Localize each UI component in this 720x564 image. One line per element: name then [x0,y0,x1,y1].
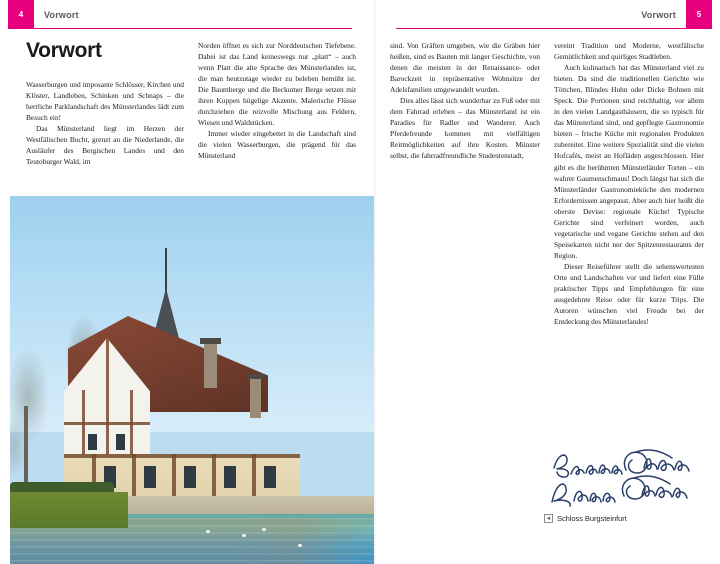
paragraph: Dies alles lässt sich wunderbar zu Fuß oder mit dem Fahrrad erleben – das Münsterland ist ein Paradies für Radler und Wanderer. Auch Pferdefreunde kommen mit vielfältigen Reitmöglichkeiten auf ihre Kosten. Münster selbst, die fahrradfreundliche Studentenstadt, [390,96,540,161]
right-text-columns [390,40,704,327]
paragraph: Wasserburgen und imposante Schlösser, Kirchen und Klöster, Landleben, Schinken und Schnaps – die herrliche Parklandschaft des Münsterlandes lädt zum Besuch ein! [26,80,184,123]
caption-arrow-icon: ◄ [545,516,552,522]
window [224,466,236,488]
right-column-4 [554,40,704,327]
chimney [204,342,217,388]
right-header-rule [396,28,686,29]
paragraph: Norden öffnet es sich zur Norddeutschen Tiefebene. Dabei ist das Land keineswegs nur „platt“ – auch wenn Platt die alte Sprache des Münsterlandes ist, die man heutzutage wieder zu beleben bemüht ist. Die Baumberge und die Beckumer Berge setzen mit ihren Kuppen hügelige Akzente. Malerische Flüsse durchziehen die reizvolle Mischung aus Feldern, Wiesen und Waldstücken. [198,41,356,128]
waterfowl-icon [206,530,210,533]
spire-mast [165,248,167,292]
castle-photo [10,196,374,564]
right-column-3 [390,40,540,327]
paragraph: sind. Von Gräften umgeben, wie die Gräben hier heißen, sind es Bauten mit langer Geschichte, von denen die meisten in der Renaissance- oder Barockzeit in repräsentative Wohnsitze der Adelsfamilien umgewandelt wurden. [390,41,540,95]
window [264,466,276,488]
left-column-2 [198,40,356,167]
right-running-head [390,0,720,29]
chimney-cap [247,374,265,379]
paragraph: Das Münsterland liegt im Herzen der Westfälischen Bucht, grenzt an die Niederlande, die Ausläufer des Bergischen Landes und den Teutoburger Wald, im [26,124,184,167]
author-signature [548,446,698,508]
chimney [250,378,261,418]
waterfowl-icon [298,544,302,547]
right-running-head-label: Vorwort [641,9,676,20]
window [184,466,196,488]
lawn [10,492,128,528]
left-column-1 [26,40,184,167]
window [116,434,125,450]
paragraph: vereint Tradition und Moderne, westfälische Gemütlichkeit und quirliges Stadtleben. [554,41,704,62]
window [88,434,97,450]
chimney-cap [200,338,221,344]
left-text-columns [26,40,356,167]
right-page-number: 5 [686,0,712,29]
paragraph: Auch kulinarisch hat das Münsterland viel zu bieten. Da sind die traditionellen Gerichte wie Töttchen, Blindes Huhn oder Dicke Bohnen mit Speck. Die Portionen sind reichhaltig, vor allem in den vielen Landgasthäusern, die so typisch für das Münsterland sind, und gepflegte Gastronomie bieten – frische Küche mit regionalen Produkten zubereitet. Eine weitere Spezialität sind die vielen Hofcafés, meist an Hofläden angeschlossen. Hier gibt es die berühmten Münsterländer Torten – ein wahrer Gaumenschmaus! Doch längst hat sich die Münsterländer Gastronomieküche den modernen Erfordernissen angepasst. Aber auch hier heißt die oberste Devise: regionale Küche! Typische Gerichte sind verfeinert worden, auch vegetarische und vegane Gerichte stehen auf den Speisekarten nicht nur der Spitzenrestaurants der Region. [554,63,704,260]
photo-caption [544,514,627,523]
waterfowl-icon [262,528,266,531]
caption-label: Schloss Burgsteinfurt [557,514,627,523]
left-page-number: 4 [8,0,34,29]
left-running-head-label: Vorwort [44,9,79,20]
left-header-rule [34,28,352,29]
left-running-head [0,0,352,29]
paragraph: Dieser Reiseführer stellt die sehenswertesten Orte und Landschaften vor und liefert eine Fülle praktischer Tipps und Empfehlungen für eine ausgedehnte Reise oder für kurze Trips. Die Autoren wünschen viel Freude bei der Entdeckung des Münsterlandes! [554,261,704,327]
waterfowl-icon [242,534,246,537]
page-title: Vorwort [26,39,102,62]
window [144,466,156,488]
paragraph: Immer wieder eingebettet in die Landschaft sind die vielen Wasserburgen, die prägend für das Münsterland [198,129,356,161]
